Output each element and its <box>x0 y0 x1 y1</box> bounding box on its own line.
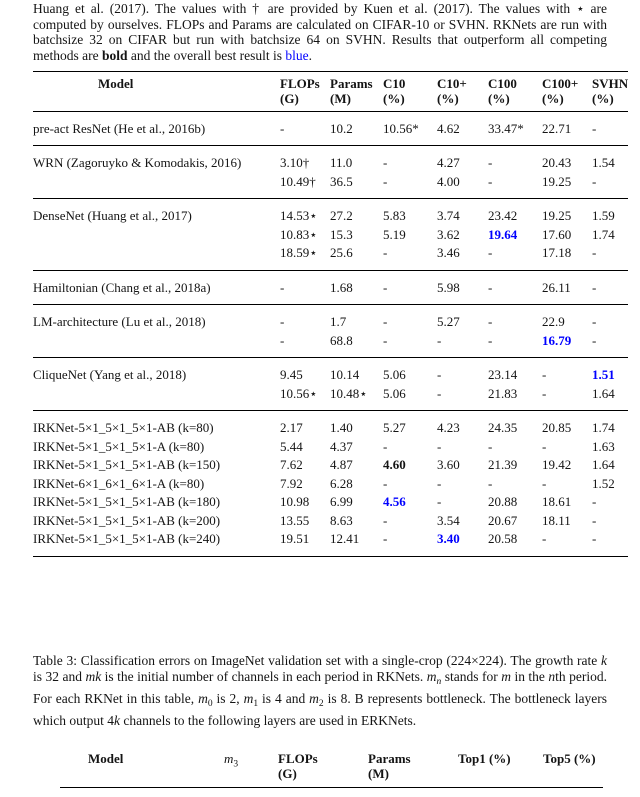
value-cell: - <box>383 332 388 348</box>
value-cell: - <box>437 475 442 491</box>
text-segment: n <box>548 668 556 684</box>
value-cell: 1.40 <box>330 420 353 436</box>
value-cell: 20.88 <box>488 494 518 510</box>
text-segment: 1 <box>253 698 259 709</box>
value-cell: 10.2 <box>330 120 353 136</box>
text-segment: is the initial number of channels in each period in RKNets. <box>101 668 427 684</box>
value-cell: 21.39 <box>488 457 518 473</box>
value-cell: - <box>383 279 388 295</box>
value-cell: 8.63 <box>330 512 353 528</box>
value-cell: 10.49† <box>280 173 316 189</box>
text-segment: th period. For each RKNet in this table, <box>33 668 608 706</box>
value-cell: 5.44 <box>280 438 303 454</box>
value-cell: 17.60 <box>542 226 572 242</box>
model-name-cell <box>33 244 280 271</box>
model-name-cell: IRKNet-5×1_5×1_5×1-AB (k=150) <box>33 457 221 473</box>
table-row <box>33 199 628 226</box>
value-cell: - <box>592 314 597 330</box>
value-cell: 6.28 <box>330 475 353 491</box>
table-row <box>33 474 628 493</box>
column-header-c100+: C100+ (%) <box>542 75 579 106</box>
column-header-c100: C100 (%) <box>488 75 517 106</box>
column-header-params: Params (M) <box>368 751 411 782</box>
text-segment: m <box>309 690 319 706</box>
table-row <box>33 244 628 271</box>
value-cell: 17.18 <box>542 245 572 261</box>
value-cell: 9.45 <box>280 367 303 383</box>
text-segment: m <box>501 668 511 684</box>
value-cell: 19.25 <box>542 173 572 189</box>
column-header-m3: $m_3$ <box>224 751 239 771</box>
table-row <box>33 111 628 146</box>
model-name-cell <box>33 172 280 199</box>
value-cell: 19.42 <box>542 457 572 473</box>
table-row <box>33 511 628 530</box>
text-segment: is 8. B represents bottleneck. The bottleneck layers which output 4 <box>33 690 607 728</box>
value-cell: 3.74 <box>437 208 460 224</box>
value-cell: - <box>542 367 547 383</box>
value-cell: - <box>542 385 547 401</box>
value-cell: 10.14 <box>330 367 360 383</box>
text-segment: is 32 and <box>33 668 86 684</box>
table3-header-row <box>60 749 603 788</box>
value-cell: - <box>383 475 388 491</box>
column-header-c10: C10 (%) <box>383 75 406 106</box>
model-name-cell <box>33 331 280 358</box>
column-header-model: Model <box>98 75 134 91</box>
text-segment: 2 <box>318 698 324 709</box>
table-row <box>33 305 628 332</box>
model-name-cell <box>33 225 280 244</box>
value-cell: 23.42 <box>488 208 518 224</box>
value-cell: 18.61 <box>542 494 572 510</box>
value-cell: - <box>488 173 493 189</box>
value-cell: 22.9 <box>542 314 565 330</box>
table-row <box>33 437 628 456</box>
value-cell: - <box>280 120 285 136</box>
text-segment: is 4 and <box>258 690 310 706</box>
text-segment: 0 <box>207 698 213 709</box>
value-cell: 21.83 <box>488 385 518 401</box>
value-cell: 4.62 <box>437 120 460 136</box>
table3-header <box>60 749 603 788</box>
column-header-flops: FLOPs (G) <box>280 75 320 106</box>
model-name-cell: IRKNet-5×1_5×1_5×1-AB (k=180) <box>33 494 221 510</box>
table-row <box>33 493 628 512</box>
model-name-cell: IRKNet-5×1_5×1_5×1-AB (k=80) <box>33 420 214 436</box>
value-cell: - <box>592 120 597 136</box>
table-row <box>33 411 628 438</box>
value-cell: 5.27 <box>437 314 460 330</box>
value-cell: - <box>437 367 442 383</box>
value-cell: 1.51 <box>592 367 615 383</box>
results-table-cifar-svhn <box>33 71 628 557</box>
value-cell: - <box>280 279 285 295</box>
value-cell: 20.85 <box>542 420 572 436</box>
value-cell: - <box>592 332 597 348</box>
value-cell: 20.58 <box>488 531 518 547</box>
value-cell: 1.63 <box>592 438 615 454</box>
text-segment: stands for <box>441 668 502 684</box>
value-cell: 10.83⋆ <box>280 226 318 242</box>
table-row <box>33 172 628 199</box>
table-row <box>33 456 628 475</box>
value-cell: 14.53⋆ <box>280 208 318 224</box>
value-cell: 5.98 <box>437 279 460 295</box>
model-name-cell: pre-act ResNet (He et al., 2016b) <box>33 120 206 136</box>
value-cell: - <box>437 332 442 348</box>
column-header-params: Params (M) <box>330 75 373 106</box>
value-cell: 3.62 <box>437 226 460 242</box>
value-cell: 10.98 <box>280 494 310 510</box>
value-cell: - <box>488 332 493 348</box>
value-cell: 23.14 <box>488 367 518 383</box>
value-cell: 3.54 <box>437 512 460 528</box>
value-cell: 27.2 <box>330 208 353 224</box>
value-cell: 1.59 <box>592 208 615 224</box>
value-cell: 22.71 <box>542 120 572 136</box>
value-cell: - <box>383 314 388 330</box>
text-segment: m <box>198 690 208 706</box>
value-cell: - <box>542 475 547 491</box>
value-cell: 1.54 <box>592 155 615 171</box>
column-header-model: Model <box>88 751 124 767</box>
table-row <box>33 270 628 305</box>
value-cell: - <box>592 245 597 261</box>
model-name-cell: IRKNet-5×1_5×1_5×1-A (k=80) <box>33 438 205 454</box>
value-cell: 25.6 <box>330 245 353 261</box>
column-header-top1-: Top1 (%) <box>458 751 511 767</box>
value-cell: - <box>542 531 547 547</box>
value-cell: 7.92 <box>280 475 303 491</box>
value-cell: - <box>542 438 547 454</box>
table2-header-row <box>33 71 628 111</box>
table2-body <box>33 111 628 556</box>
column-header-top5-: Top5 (%) <box>543 751 596 767</box>
value-cell: - <box>592 512 597 528</box>
value-cell: - <box>383 438 388 454</box>
value-cell: - <box>488 475 493 491</box>
text-segment: n <box>436 676 442 687</box>
model-name-cell: DenseNet (Huang et al., 2017) <box>33 208 192 224</box>
model-name-cell: LM-architecture (Lu et al., 2018) <box>33 314 206 330</box>
value-cell: 3.40 <box>437 531 460 547</box>
table-row <box>33 530 628 557</box>
text-segment: . <box>308 48 312 64</box>
value-cell: - <box>437 438 442 454</box>
model-name-cell: WRN (Zagoruyko & Komodakis, 2016) <box>33 155 242 171</box>
value-cell: - <box>488 245 493 261</box>
value-cell: 19.64 <box>488 226 518 242</box>
value-cell: 10.56* <box>383 120 419 136</box>
text-segment: and the overall best result is <box>127 48 286 64</box>
value-cell: 33.47* <box>488 120 524 136</box>
value-cell: 15.3 <box>330 226 353 242</box>
column-header-svhn: SVHN (%) <box>592 75 629 106</box>
model-name-cell: CliqueNet (Yang et al., 2018) <box>33 367 187 383</box>
value-cell: 10.48⋆ <box>330 385 368 401</box>
table-row <box>33 331 628 358</box>
value-cell: 4.00 <box>437 173 460 189</box>
value-cell: 5.06 <box>383 385 406 401</box>
text-segment: m <box>243 690 254 706</box>
text-segment: channels to the following layers are used in ERKNets. <box>120 712 417 728</box>
value-cell: - <box>383 512 388 528</box>
value-cell: 24.35 <box>488 420 518 436</box>
value-cell: - <box>383 531 388 547</box>
text-segment: m <box>426 668 437 684</box>
model-name-cell: Hamiltonian (Chang et al., 2018a) <box>33 279 211 295</box>
model-name-cell <box>33 384 280 411</box>
value-cell: 10.56⋆ <box>280 385 318 401</box>
value-cell: 3.60 <box>437 457 460 473</box>
value-cell: 1.64 <box>592 385 615 401</box>
table-row <box>33 225 628 244</box>
value-cell: 2.17 <box>280 420 303 436</box>
value-cell: 1.74 <box>592 226 615 242</box>
value-cell: - <box>437 494 442 510</box>
text-segment: k <box>114 712 120 728</box>
text-segment: k <box>601 652 607 668</box>
text-segment: blue <box>285 48 309 64</box>
column-header-c10+: C10+ (%) <box>437 75 467 106</box>
value-cell: - <box>437 385 442 401</box>
value-cell: 36.5 <box>330 173 353 189</box>
value-cell: - <box>383 245 388 261</box>
value-cell: 18.11 <box>542 512 571 528</box>
table-row <box>33 146 628 173</box>
value-cell: 7.62 <box>280 457 303 473</box>
model-name-cell: IRKNet-6×1_6×1_6×1-A (k=80) <box>33 475 205 491</box>
model-name-cell: IRKNet-5×1_5×1_5×1-AB (k=240) <box>33 531 221 547</box>
value-cell: 19.51 <box>280 531 310 547</box>
value-cell: 6.99 <box>330 494 353 510</box>
value-cell: 26.11 <box>542 279 571 295</box>
text-segment: Huang et al. (2017). The values with † are provided by Kuen et al. (2017). The values with ⋆ are computed by ourselves. FLOPs and Params are calculated on CIFAR-10 or SVHN. RKNets are run with batchsize 32 on CIFAR but run with batchsize 64 on SVHN. Results that outperform all competing methods are <box>33 1 607 64</box>
value-cell: - <box>280 314 285 330</box>
value-cell: - <box>592 279 597 295</box>
value-cell: 1.64 <box>592 457 615 473</box>
value-cell: 3.10† <box>280 155 310 171</box>
value-cell: 4.27 <box>437 155 460 171</box>
column-header-flops: FLOPs (G) <box>278 751 318 782</box>
value-cell: 4.87 <box>330 457 353 473</box>
value-cell: 5.19 <box>383 226 406 242</box>
value-cell: 5.83 <box>383 208 406 224</box>
value-cell: 4.23 <box>437 420 460 436</box>
table2-header <box>33 71 628 111</box>
value-cell: 4.56 <box>383 494 406 510</box>
value-cell: 1.74 <box>592 420 615 436</box>
value-cell: 1.68 <box>330 279 353 295</box>
table-row <box>33 384 628 411</box>
results-table-imagenet <box>60 749 603 788</box>
value-cell: - <box>488 155 493 171</box>
value-cell: 18.59⋆ <box>280 245 318 261</box>
value-cell: - <box>488 314 493 330</box>
value-cell: - <box>592 494 597 510</box>
text-segment: bold <box>101 48 128 64</box>
text-segment: in the <box>510 668 549 684</box>
text-segment: Table 3: Classification errors on ImageNet validation set with a single-crop (224×224). The growth rate <box>33 652 601 668</box>
value-cell: 19.25 <box>542 208 572 224</box>
value-cell: 11.0 <box>330 155 353 171</box>
value-cell: 13.55 <box>280 512 310 528</box>
value-cell: 4.60 <box>383 457 406 473</box>
value-cell: - <box>280 332 285 348</box>
text-segment: is 2, <box>212 690 244 706</box>
value-cell: 20.43 <box>542 155 572 171</box>
value-cell: 5.27 <box>383 420 406 436</box>
value-cell: 20.67 <box>488 512 518 528</box>
value-cell: 4.37 <box>330 438 353 454</box>
value-cell: - <box>592 531 597 547</box>
text-segment: mk <box>85 668 102 684</box>
table-row <box>33 358 628 385</box>
value-cell: 1.52 <box>592 475 615 491</box>
value-cell: 3.46 <box>437 245 460 261</box>
value-cell: - <box>488 438 493 454</box>
value-cell: 5.06 <box>383 367 406 383</box>
value-cell: 1.7 <box>330 314 347 330</box>
value-cell: - <box>592 173 597 189</box>
value-cell: - <box>488 279 493 295</box>
value-cell: - <box>383 155 388 171</box>
model-name-cell: IRKNet-5×1_5×1_5×1-AB (k=200) <box>33 512 221 528</box>
table2-caption <box>33 0 607 64</box>
value-cell: 68.8 <box>330 332 353 348</box>
value-cell: 16.79 <box>542 332 572 348</box>
value-cell: 12.41 <box>330 531 360 547</box>
table3-caption <box>33 653 607 729</box>
value-cell: - <box>383 173 388 189</box>
